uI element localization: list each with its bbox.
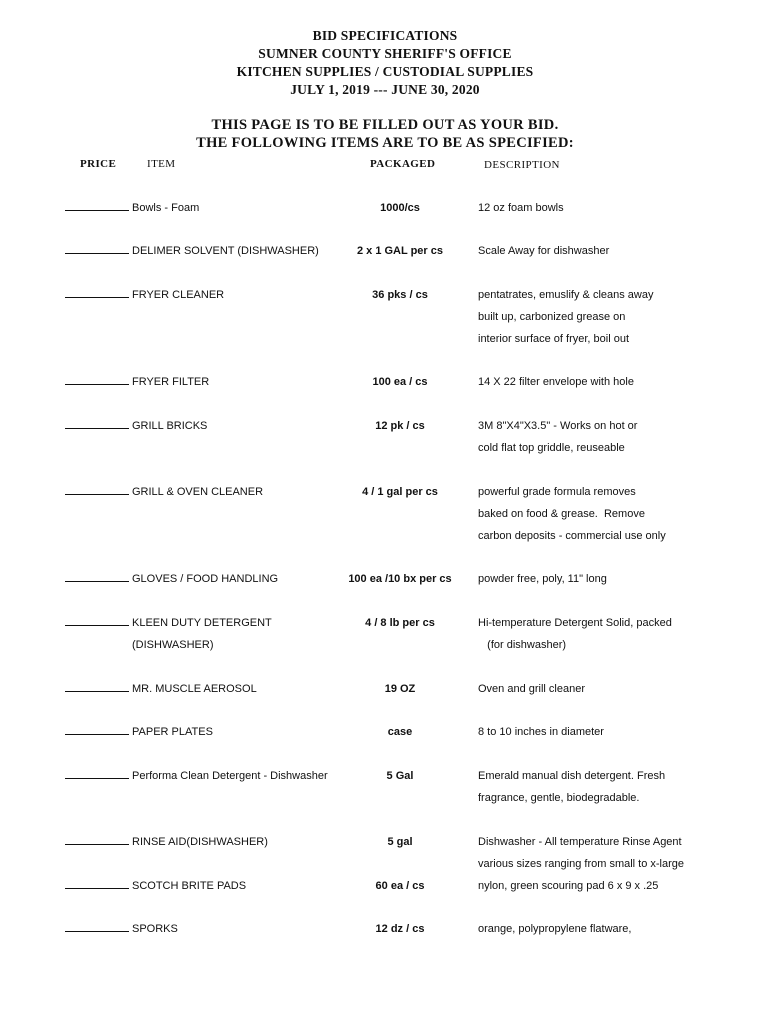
item-packaged: 100 ea / cs [372,376,428,388]
item-packaged: 36 pks / cs [372,289,428,301]
item-name [132,284,224,306]
price-entry-line[interactable] [65,613,129,626]
item-description [478,721,604,743]
item-description-line: Scale Away for dishwasher [478,245,610,257]
item-name-line: SPORKS [132,923,178,935]
doc-title-line-2: SUMNER COUNTY SHERIFF'S OFFICE [258,46,512,61]
doc-title-line-4: JULY 1, 2019 --- JUNE 30, 2020 [290,82,480,97]
instruction-line-1: THIS PAGE IS TO BE FILLED OUT AS YOUR BID. [211,117,559,133]
item-description-line: Dishwasher - All temperature Rinse Agent [478,836,682,848]
item-packaged: 5 gal [387,836,413,848]
item-description-line: 3M 8"X4"X3.5" - Works on hot or [478,420,638,432]
item-description-line: nylon, green scouring pad 6 x 9 x .25 [478,880,659,892]
item-packaged: 60 ea / cs [375,880,425,892]
column-header-description: DESCRIPTION [484,159,560,171]
item-description-line: orange, polypropylene flatware, [478,923,632,935]
item-packaged: 1000/cs [380,202,420,214]
column-header-packaged: PACKAGED [370,158,436,170]
item-name [132,568,278,590]
doc-title-line-1: BID SPECIFICATIONS [312,28,458,43]
item-description [478,875,658,897]
price-entry-line[interactable] [65,722,129,735]
item-description [478,678,585,700]
item-name [132,678,257,700]
item-description-line: 12 oz foam bowls [478,202,564,214]
item-description-line: built up, carbonized grease on [478,311,626,323]
item-name [132,918,178,940]
item-name [132,481,263,503]
item-description-line: Hi-temperature Detergent Solid, packed [478,617,672,629]
item-name-line: DELIMER SOLVENT (DISHWASHER) [132,245,319,257]
item-packaged: 2 x 1 GAL per cs [356,245,443,257]
item-name-line: KLEEN DUTY DETERGENT [132,617,272,629]
item-name-line: GLOVES / FOOD HANDLING [132,573,279,585]
price-entry-line[interactable] [65,482,129,495]
item-name-line: Performa Clean Detergent - Dishwasher [132,770,328,782]
column-header-item: ITEM [147,158,176,170]
price-entry-line[interactable] [65,416,129,429]
item-description-line: Oven and grill cleaner [478,683,586,695]
item-name-line: (DISHWASHER) [132,639,214,651]
item-name [132,240,319,262]
item-description [478,284,653,350]
item-description [478,415,637,459]
item-description [478,568,607,590]
item-packaged: 4 / 8 lb per cs [365,617,435,629]
item-packaged: 19 OZ [384,683,416,695]
item-name [132,831,268,853]
price-entry-line[interactable] [65,832,129,845]
item-name [132,371,209,393]
item-packaged: case [387,726,413,738]
item-name-line: MR. MUSCLE AEROSOL [132,683,257,695]
item-description-line: baked on food & grease. Remove [478,508,645,520]
column-header-price: PRICE [80,158,117,170]
price-entry-line[interactable] [65,241,129,254]
price-entry-line[interactable] [65,766,129,779]
doc-title-line-3: KITCHEN SUPPLIES / CUSTODIAL SUPPLIES [236,64,534,79]
item-packaged: 100 ea /10 bx per cs [348,573,452,585]
item-name-line: RINSE AID(DISHWASHER) [132,836,268,848]
item-packaged: 12 dz / cs [375,923,425,935]
item-description [478,481,666,547]
instruction-line-2: THE FOLLOWING ITEMS ARE TO BE AS SPECIFIED: [196,135,574,151]
item-name-line: PAPER PLATES [132,726,213,738]
item-description-line: various sizes ranging from small to x-large [478,858,685,870]
item-name-line: SCOTCH BRITE PADS [132,880,247,892]
item-packaged: 5 Gal [386,770,414,782]
item-description-line: fragrance, gentle, biodegradable. [478,792,640,804]
item-name-line: Bowls - Foam [132,202,200,214]
price-entry-line[interactable] [65,372,129,385]
item-description [478,197,564,219]
item-name [132,875,246,897]
item-description [478,612,672,656]
item-description-line: powder free, poly, 11" long [478,573,607,585]
price-entry-line[interactable] [65,919,129,932]
item-name-line: FRYER CLEANER [132,289,225,301]
item-name [132,415,207,437]
item-description-line: 14 X 22 filter envelope with hole [478,376,634,388]
item-description [478,371,634,393]
item-description-line: (for dishwasher) [478,639,567,651]
item-name-line: GRILL & OVEN CLEANER [132,486,264,498]
item-description [478,831,684,875]
item-description-line: carbon deposits - commercial use only [478,530,666,542]
price-entry-line[interactable] [65,876,129,889]
item-packaged: 4 / 1 gal per cs [362,486,438,498]
item-name [132,721,213,743]
item-description [478,240,609,262]
item-name [132,197,199,219]
price-entry-line[interactable] [65,198,129,211]
item-description [478,918,631,940]
item-name-line: GRILL BRICKS [132,420,208,432]
price-entry-line[interactable] [65,679,129,692]
item-name [132,612,272,656]
price-entry-line[interactable] [65,285,129,298]
item-packaged: 12 pk / cs [375,420,425,432]
item-description-line: cold flat top griddle, reuseable [478,442,625,454]
item-description-line: powerful grade formula removes [478,486,636,498]
item-description-line: interior surface of fryer, boil out [478,333,630,345]
item-description [478,765,665,809]
item-name-line: FRYER FILTER [132,376,210,388]
price-entry-line[interactable] [65,569,129,582]
item-description-line: 8 to 10 inches in diameter [478,726,604,738]
item-description-line: pentatrates, emuslify & cleans away [478,289,654,301]
item-description-line: Emerald manual dish detergent. Fresh [478,770,666,782]
item-name [132,765,328,787]
